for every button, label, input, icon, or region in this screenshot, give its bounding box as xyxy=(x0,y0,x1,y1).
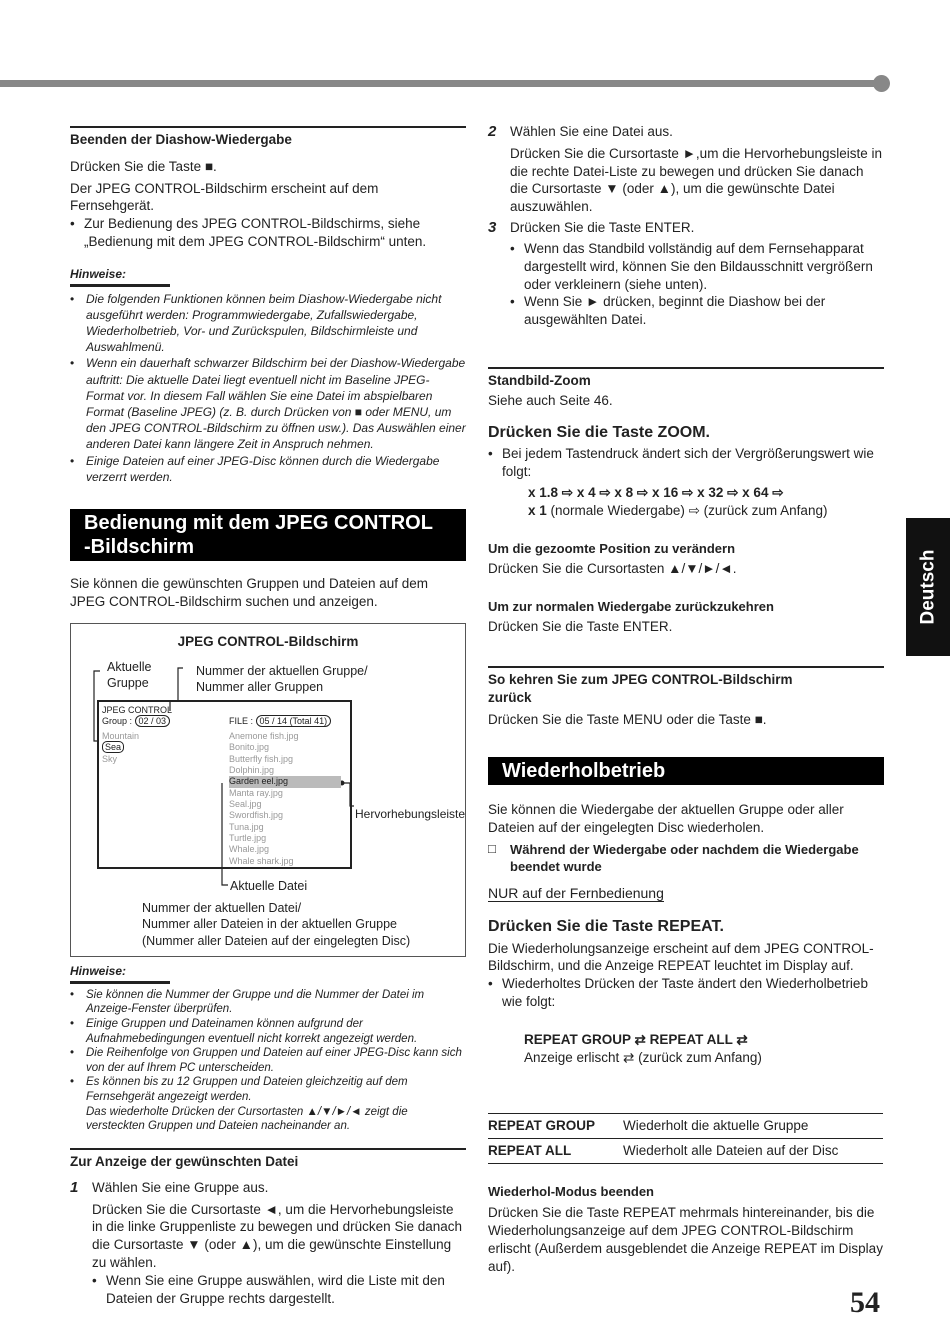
step-title: Wählen Sie eine Datei aus. xyxy=(510,124,673,139)
section-heading: Zur Anzeige der gewünschten Datei xyxy=(70,1154,299,1169)
paragraph: Der JPEG CONTROL-Bildschirm erscheint auf dem Fernsehgerät. xyxy=(70,180,379,214)
paragraph: Drücken Sie die Taste REPEAT mehrmals hintereinander, bis die Wiederholungsanzeige auf dem JPEG CONTROL-Bildschirm erlischt (Außerdem ausgeblendet die Anzeige REPEAT im Display auf). xyxy=(488,1205,883,1274)
hint-item: • Die folgenden Funktionen können beim Diashow-Wiedergabe nicht ausgeführt werden: Programmwiedergabe, Zufallswiedergabe, Wiederholbetrieb, Vor- und Zurückspulen, Bildschirmleiste und Auswahlmenü. xyxy=(70,291,466,356)
paragraph: Drücken Sie die Cursortasten ▲/▼/►/◄. xyxy=(488,561,737,577)
table-cell: REPEAT ALL xyxy=(488,1138,623,1163)
condition: □ Während der Wiedergabe oder nachdem die Wiedergabe beendet wurde xyxy=(488,840,859,874)
section-banner: Wiederholbetrieb xyxy=(488,757,884,785)
hints-list xyxy=(70,291,466,485)
section-banner xyxy=(70,509,466,561)
repeat-modes-table xyxy=(488,1113,883,1164)
file-item[interactable]: Swordfish.jpg xyxy=(229,810,284,821)
label-current-group: Aktuelle Gruppe xyxy=(107,660,152,691)
step-number: 1 xyxy=(70,1178,79,1196)
hint-item: • Einige Dateien auf einer JPEG-Disc können durch die Wiedergabe verzerrt werden. xyxy=(70,453,466,485)
show-file-section xyxy=(70,1148,466,1308)
hints-title: Hinweise: xyxy=(70,964,170,984)
paragraph: Siehe auch Seite 46. xyxy=(488,392,613,408)
end-repeat-section xyxy=(488,1183,884,1275)
sub-heading: Wiederhol-Modus beenden xyxy=(488,1184,654,1199)
sub-heading: Um zur normalen Wiedergabe zurückzukehren xyxy=(488,598,774,614)
file-item-highlighted[interactable]: Garden eel.jpg xyxy=(229,776,341,787)
remote-only-note: NUR auf der Fernbedienung xyxy=(488,884,664,901)
return-section xyxy=(488,666,884,728)
hints-block-2 xyxy=(70,962,466,1134)
table-row xyxy=(488,1114,883,1139)
hint-item: • Die Reihenfolge von Gruppen und Dateien auf einer JPEG-Disc kann sich von der auf Ihrem PC unterscheiden. xyxy=(70,1046,466,1075)
language-tab-label: Deutsch xyxy=(917,549,939,625)
jpeg-control-screen xyxy=(97,700,352,869)
hints-title: Hinweise: xyxy=(70,267,170,287)
paragraph: Drücken Sie die Taste MENU oder die Taste ■. xyxy=(488,711,767,727)
sub-heading: Um die gezoomte Position zu verändern xyxy=(488,540,736,556)
table-cell: REPEAT GROUP xyxy=(488,1114,623,1139)
file-item[interactable]: Butterfly fish.jpg xyxy=(229,753,294,764)
figure-title: JPEG CONTROL-Bildschirm xyxy=(177,634,359,649)
group-item[interactable]: Mountain xyxy=(102,731,140,741)
table-row xyxy=(488,1138,883,1163)
zoom-sequence-2: x 1 (normale Wiedergabe) ⇨ (zurück zum Anfang) xyxy=(528,503,828,519)
zoom-sequence: x 1.8 ⇨ x 4 ⇨ x 8 ⇨ x 16 ⇨ x 32 ⇨ x 64 ⇨ xyxy=(528,485,784,501)
intro-paragraph: Sie können die gewünschten Gruppen und Dateien auf dem JPEG CONTROL-Bildschirm suchen und anzeigen. xyxy=(70,576,429,609)
section-heading: Beenden der Diashow-Wiedergabe xyxy=(70,132,292,147)
hint-item: • Einige Gruppen und Dateinamen können aufgrund der Aufnahmebedingungen eventuell nicht korrekt angezeigt werden. xyxy=(70,1017,466,1046)
top-rule xyxy=(0,80,880,87)
section-heading: Standbild-Zoom xyxy=(488,373,591,388)
step-number: 2 xyxy=(488,123,497,140)
label-group-number: Nummer der aktuellen Gruppe/ Nummer aller Gruppen xyxy=(196,664,368,695)
banner-line: Bedienung mit dem JPEG CONTROL xyxy=(84,512,433,534)
instruction-heading: Drücken Sie die Taste REPEAT. xyxy=(488,918,724,936)
screen-file-list xyxy=(229,731,341,867)
bullet-item: • Wenn Sie eine Gruppe auswählen, wird die Liste mit den Dateien der Gruppe rechts dargestellt. xyxy=(92,1272,466,1308)
step-title: Drücken Sie die Taste ENTER. xyxy=(510,220,695,236)
file-item[interactable]: Manta ray.jpg xyxy=(229,787,283,798)
bullet-item: • Bei jedem Tastendruck ändert sich der Vergrößerungswert wie folgt: xyxy=(488,445,884,481)
file-item[interactable]: Dolphin.jpg xyxy=(229,764,275,775)
file-item[interactable]: Whale.jpg xyxy=(229,844,270,855)
top-rule-dot xyxy=(873,75,890,92)
screen-file-label: FILE : 05 / 14 (Total 41) xyxy=(229,716,331,727)
label-highlight-bar: Hervorhebungsleiste xyxy=(355,807,466,821)
hints-list xyxy=(70,988,466,1134)
page-number: 54 xyxy=(850,1286,880,1319)
checkbox-icon: □ xyxy=(488,840,496,856)
instruction-heading: Drücken Sie die Taste ZOOM. xyxy=(488,423,710,441)
paragraph: Drücken Sie die Taste ENTER. xyxy=(488,619,673,635)
hint-item: • Sie können die Nummer der Gruppe und die Nummer der Datei im Anzeige-Fenster überprüfen. xyxy=(70,988,466,1017)
hint-item: • Wenn ein dauerhaft schwarzer Bildschirm bei der Diashow-Wiedergabe auftritt: Die aktuelle Datei liegt eventuell nicht im Baseline JPEG-Format vor. In diesem Fall wählen Sie eine Datei im abspielbaren Format (Baseline JPEG) (z. B. durch Drücken von ■ oder MENU, um den JPEG CONTROL-Bildschirm zu öffnen usw.). Das Auswählen einer anderen Datei kann längere Zeit in Anspruch nehmen. xyxy=(70,355,466,452)
hint-item: • Es können bis zu 12 Gruppen und Dateien gleichzeitig auf dem Fernsehgerät angezeigt werden. Das wiederholte Drücken der Cursortasten ▲/▼/►/◄ zeigt die versteckten Gruppen und Dateien nacheinander an. xyxy=(70,1075,466,1133)
group-item[interactable]: Sky xyxy=(102,753,118,764)
zoom-section xyxy=(488,367,884,636)
repeat-sequence-2: Anzeige erlischt ⇄ (zurück zum Anfang) xyxy=(524,1049,762,1065)
file-item[interactable]: Whale shark.jpg xyxy=(229,855,294,866)
bullet-item: • Wenn Sie ► drücken, beginnt die Diashow bei der ausgewählten Datei. xyxy=(510,293,884,329)
repeat-sequence: REPEAT GROUP ⇄ REPEAT ALL ⇄ xyxy=(524,1031,748,1047)
paragraph: Drücken Sie die Taste ■. xyxy=(70,158,217,174)
left-column xyxy=(70,126,466,485)
right-steps xyxy=(488,123,884,329)
file-item[interactable]: Seal.jpg xyxy=(229,798,262,809)
banner-line: -Bildschirm xyxy=(84,536,195,558)
paragraph: Sie können die Wiedergabe der aktuellen Gruppe oder aller Dateien auf der eingelegten Disc wiederholen. xyxy=(488,802,844,835)
section-heading: So kehren Sie zum JPEG CONTROL-Bildschirm zurück xyxy=(488,672,793,705)
file-item[interactable]: Turtle.jpg xyxy=(229,832,267,843)
step-number: 3 xyxy=(488,219,497,237)
bullet-item: • Wiederholtes Drücken der Taste ändert den Wiederholbetrieb wie folgt: xyxy=(488,975,884,1011)
bullet-item: • Wenn das Standbild vollständig auf dem Fernsehapparat dargestellt wird, können Sie den Bildausschnitt vergrößern oder verkleinern (siehe unten). xyxy=(510,240,884,293)
file-item[interactable]: Tuna.jpg xyxy=(229,821,264,832)
step-title: Wählen Sie eine Gruppe aus. xyxy=(92,1179,269,1195)
paragraph: Die Wiederholungsanzeige erscheint auf dem JPEG CONTROL-Bildschirm, und die Anzeige REPEAT leuchtet im Display auf. xyxy=(488,940,874,974)
step-text: Drücken Sie die Cursortaste ►,um die Hervorhebungsleiste in die rechte Datei-Liste zu bewegen und drücken Sie danach die Cursortaste ▼ (oder ▲), um die gewünschte Datei auszuwählen. xyxy=(510,145,883,215)
table-cell: Wiederholt alle Dateien auf der Disc xyxy=(623,1138,883,1163)
repeat-section xyxy=(488,801,884,1066)
screen-header: JPEG CONTROL xyxy=(102,705,173,715)
screen-group-label: Group : 02 / 03 xyxy=(102,716,170,727)
table-cell: Wiederholt die aktuelle Gruppe xyxy=(623,1114,883,1139)
screen-group-list xyxy=(102,731,162,765)
bullet-item: • Zur Bedienung des JPEG CONTROL-Bildschirms, siehe „Bedienung mit dem JPEG CONTROL-Bildschirm“ unten. xyxy=(70,215,466,251)
step-text: Drücken Sie die Cursortaste ◄, um die Hervorhebungsleiste in die linke Gruppenliste zu bewegen und drücken Sie danach die Cursortaste ▼ (oder ▲), um die gewünschte Einstellung zu wählen. xyxy=(92,1201,462,1271)
file-item[interactable]: Bonito.jpg xyxy=(229,742,270,753)
file-item[interactable]: Anemone fish.jpg xyxy=(229,731,299,741)
group-item-selected[interactable]: Sea xyxy=(102,742,162,753)
language-tab xyxy=(906,518,950,656)
label-current-file: Aktuelle Datei xyxy=(230,879,308,893)
label-file-number: Nummer der aktuellen Datei/ Nummer aller Dateien in der aktuellen Gruppe (Nummer aller Dateien auf der eingelegten Disc) xyxy=(142,901,411,948)
